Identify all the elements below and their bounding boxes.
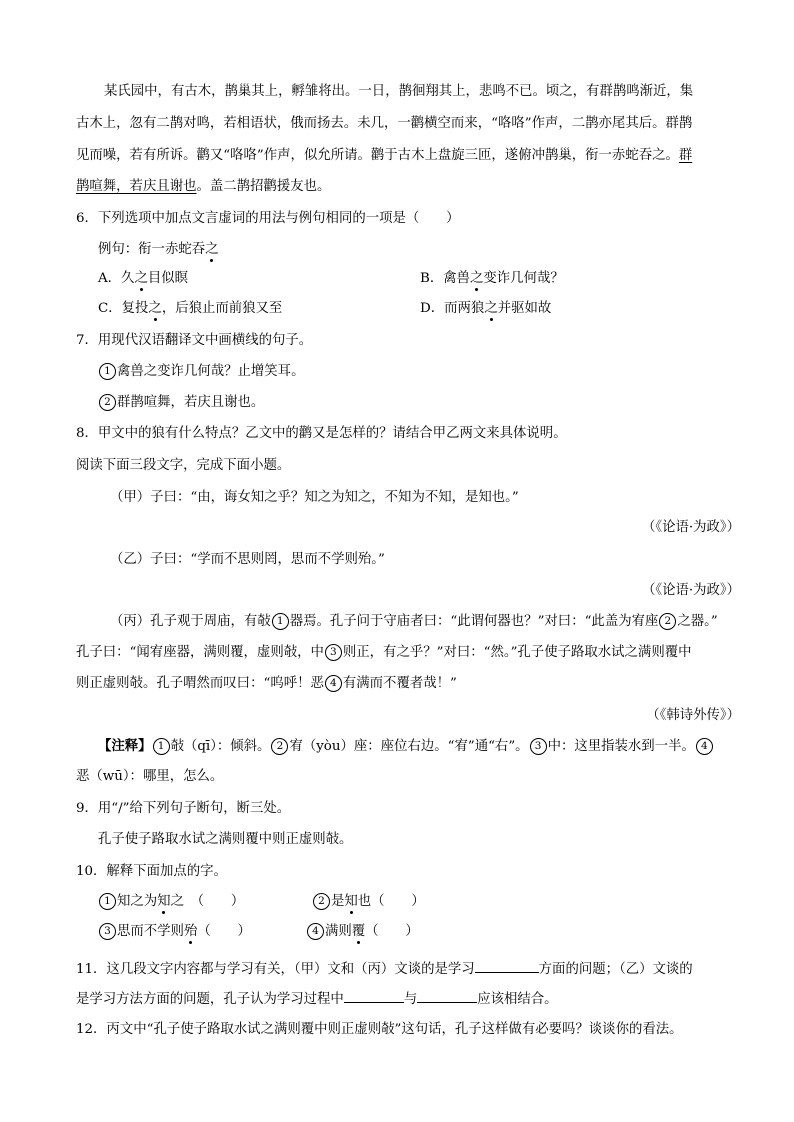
dotted-char: 覆 [351,924,366,939]
q6-option-d: D．而两狼之并驱如故 [420,301,552,316]
passage-line-2: 古木上，忽有二鹊对鸣，若相语状，俄而扬去。未几，一鹳横空而来，“咯咯”作声，二鹊亦尾其后。群鹊 [76,116,693,131]
circled-number: 3 [99,923,116,940]
question-6-stem: 6．下列选项中加点文言虚词的用法与例句相同的一项是（ ） [76,211,460,226]
question-8-stem: 8．甲文中的狼有什么特点？乙文中的鹳又是怎样的？请结合甲乙两文来具体说明。 [76,426,567,441]
answer-blank[interactable] [417,988,477,1003]
underlined-sentence: 鹊喧舞，若庆且谢也 [76,179,197,194]
q9-sentence: 孔子使子路取水试之满则覆中则正虚则敧。 [98,832,353,847]
source-bing: （《韩诗外传》） [646,708,740,723]
q6-option-b: B．禽兽之变诈几何哉？ [420,271,564,286]
circled-number: 1 [272,613,289,630]
dotted-char: 之 [484,301,498,316]
circled-number: 2 [313,893,330,910]
dotted-char: 之 [148,301,162,316]
annotation-label: 【注释】 [98,738,152,754]
dotted-char: 之 [470,271,484,286]
reading-intro: 阅读下面三段文字，完成下面小题。 [76,458,291,473]
source-yi: （《论语·为政》） [642,583,740,598]
circled-number: 1 [153,738,170,755]
q6-option-c: C．复投之，后狼止而前狼又至 [98,301,283,316]
text-yi: （乙）子曰：“学而不思则罔，思而不学则殆。” [110,552,385,567]
circled-number: 4 [307,923,324,940]
answer-blank[interactable] [344,988,404,1003]
text-bing-line-3: 则正虚则敧。孔子喟然而叹曰：“呜呼！恶 4 有满而不覆者哉！” [76,676,457,691]
question-12-stem: 12．丙文中“孔子使子路取水试之满则覆中则正虚则敧”这句话，孔子这样做有必要吗？谈谈你的看法。 [76,1022,683,1037]
circled-number: 3 [530,738,547,755]
answer-blank[interactable] [475,958,539,973]
q7-item-1: 1 禽兽之变诈几何哉？止增笑耳。 [98,362,718,382]
question-11-line-2: 是学习方法方面的问题，孔子认为学习过程中 与 应该相结合。 [76,988,718,1010]
q10-item-3: 3 思而不学则殆（ ） [98,922,718,942]
circled-number: 2 [99,394,116,411]
q10-item-4: 4 满则覆（ ） [306,922,419,942]
circled-number: 1 [99,363,116,380]
q7-item-2: 2 群鹊喧舞，若庆且谢也。 [98,393,718,413]
question-7-stem: 7．用现代汉语翻译文中画横线的句子。 [76,333,313,348]
dotted-char: 殆 [183,924,198,939]
text-bing-line-2: 孔子曰：“闻宥座器，满则覆，虚则敧，中 3 则正，有之乎？”对曰：“然。”孔子使子路取水试之满则覆中 [76,645,692,660]
q10-item-1: 1 知之为知之 （ ） [98,892,718,912]
passage-line-1: 某氏园中，有古木，鹊巢其上，孵雏将出。一日，鹊徊翔其上，悲鸣不已。顷之，有群鹊鸣渐近，集 [104,84,694,99]
text-jia: （甲）子曰：“由，诲女知之乎？知之为知之，不知为不知，是知也。” [110,490,519,505]
circled-number: 4 [696,738,713,755]
q10-item-2: 2 是知也（ ） [312,892,425,912]
underlined-sentence-start: 群 [678,148,693,163]
circled-number: 1 [99,893,116,910]
dotted-char: 之 [134,271,148,286]
source-jia: （《论语·为政》） [642,520,740,535]
q6-example: 例句：衔一赤蛇吞之 [98,242,219,257]
circled-number: 2 [271,738,288,755]
dotted-char: 之 [205,242,219,257]
annotation-line-2: 恶（wū）：哪里，怎么。 [76,769,224,784]
dotted-char: 知 [157,894,171,909]
annotation-line-1: 【注释】 1 敧（qī）：倾斜。 2 宥（yòu）座：座位右边。“宥”通“右”。 3 中：这里指装水到一半。 4 [98,736,718,757]
question-11-line-1: 11．这几段文字内容都与学习有关，（甲）文和（丙）文谈的是学习 方面的问题；（乙）文谈的 [76,958,718,980]
circled-number: 2 [659,613,676,630]
question-10-stem: 10．解释下面加点的字。 [76,864,227,879]
circled-number: 3 [325,644,342,661]
passage-line-3: 见而噪，若有所诉。鹳又“咯咯”作声，似允所请。鹳于古木上盘旋三匝，遂俯冲鹊巢，衔一赤蛇吞之。群 [76,148,693,163]
text-bing-line-1: （丙）孔子观于周庙，有敧 1 器焉。孔子问于守庙者曰：“此谓何器也？”对曰：“此盖为宥座 2 之器。” [110,614,718,629]
question-9-stem: 9．用“/”给下列句子断句，断三处。 [76,801,291,816]
circled-number: 4 [325,675,342,692]
dotted-char: 知 [344,894,358,909]
q6-option-a: A．久之目似瞑 [98,271,189,286]
passage-line-4: 鹊喧舞，若庆且谢也。盖二鹊招鹳援友也。 [76,179,331,194]
